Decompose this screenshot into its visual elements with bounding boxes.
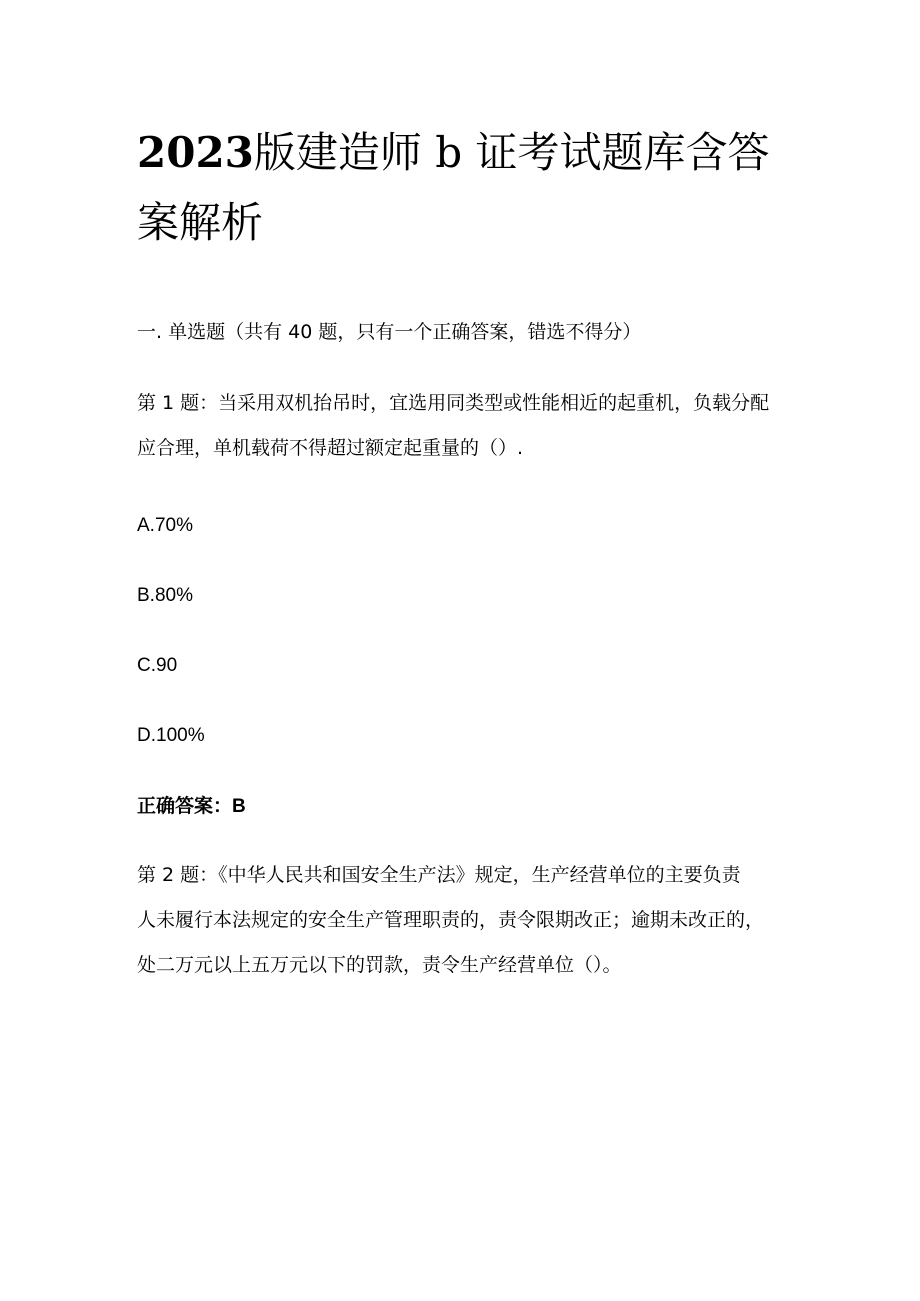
option-a: A.70% (137, 515, 193, 536)
question-2-line-3: 处二万元以上五万元以下的罚款，责令生产经营单位（）。 (137, 954, 622, 976)
section-heading: 一. 单选题（共有 40 题，只有一个正确答案，错选不得分） (137, 321, 642, 343)
question-2 (137, 853, 817, 988)
option-c: C.90 (137, 655, 178, 676)
question-1-line-2: 应合理，单机载荷不得超过额定起重量的（）. (137, 437, 524, 459)
option-b: B.80% (137, 585, 193, 606)
title-text: 版建造师 b 证考试题库含答案解析 (137, 128, 770, 247)
question-2-line-2: 人未履行本法规定的安全生产管理职责的，责令限期改正；逾期未改正的， (137, 909, 765, 931)
correct-answer (137, 792, 246, 821)
correct-answer-label: 正确答案： (137, 795, 233, 817)
option-d: D.100% (137, 725, 205, 746)
question-1 (137, 381, 817, 471)
question-2-line-1: 第 2 题：《中华人民共和国安全生产法》规定，生产经营单位的主要负责 (137, 864, 741, 886)
document-title (137, 118, 797, 258)
question-1-line-1: 第 1 题：当采用双机抬吊时，宜选用同类型或性能相近的起重机，负载分配 (137, 392, 770, 414)
title-year: 2023 (137, 128, 254, 177)
correct-answer-value: B (232, 796, 246, 817)
